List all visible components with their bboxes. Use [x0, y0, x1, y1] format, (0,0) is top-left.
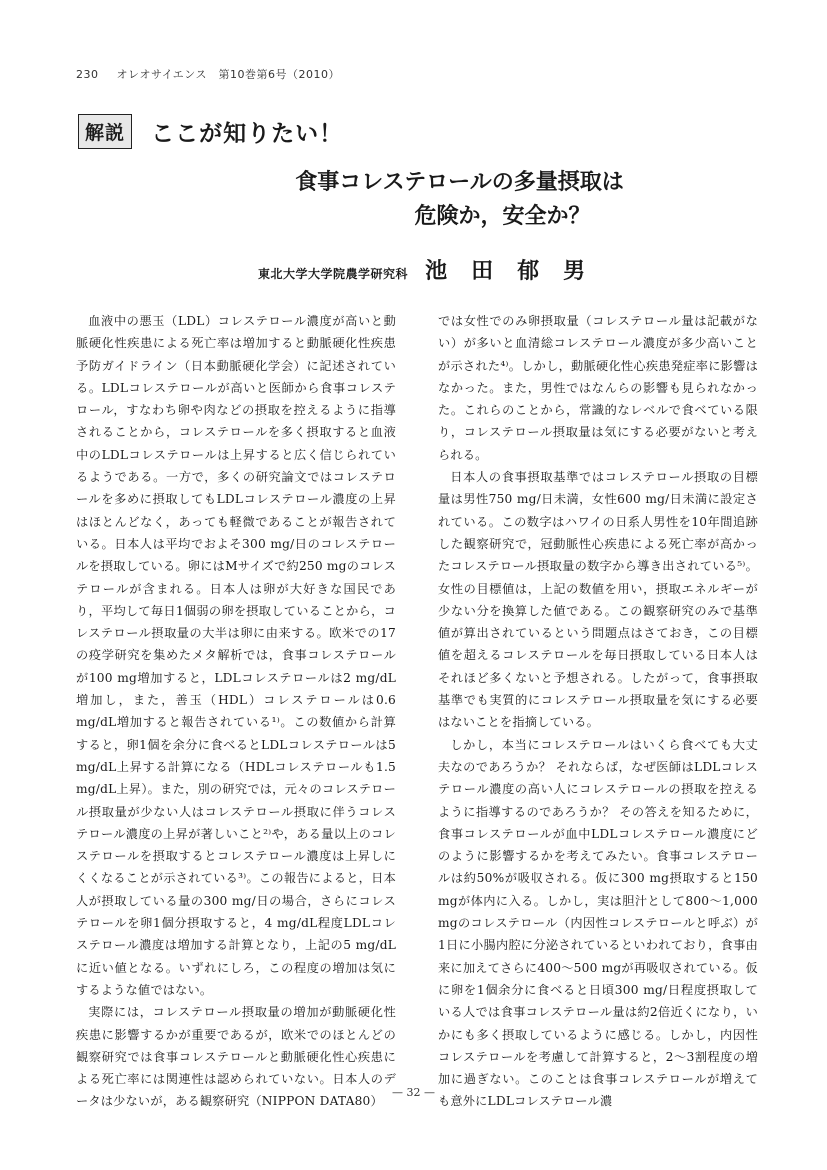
author-affiliation: 東北大学大学院農学研究科 — [258, 267, 409, 281]
body-paragraph: 実際には，コレステロール摂取量の増加が動脈硬化性疾患に影響するかが重要であるが，欧米でのほとんどの観察研究では食事コレステロールと動脈硬化性心疾患による死亡率には関連性は認められていない。日本人のデータは少ないが，ある観察研究（NIPPON DATA80） — [76, 1005, 396, 1109]
body-column-right — [438, 310, 758, 1113]
page-footer: — 32 — — [392, 1086, 435, 1099]
section-title: ここが知りたい！ — [151, 121, 344, 147]
body-column-left — [76, 310, 396, 1113]
section-label-box: 解説 — [78, 114, 132, 149]
running-header — [76, 66, 340, 82]
article-title — [0, 166, 827, 234]
body-paragraph: 血液中の悪玉（LDL）コレステロール濃度が高いと動脈硬化性疾患による死亡率は増加すると動脈硬化性疾患予防ガイドライン（日本動脈硬化学会）に記述されている。LDLコレステロールが高いと医師から食事コレステロール，すなわち卵や肉などの摂取を控えるように指導されることから，コレステロールを多く摂取すると血液中のLDLコレステロールは上昇すると広く信じられているようである。一方で，多くの研究論文ではコレステロールを多めに摂取してもLDLコレステロール濃度の上昇はほとんどなく，あっても軽微であることが報告されている。日本人は平均でおよそ300 mg/日のコレステロールを摂取している。卵にはMサイズで約250 mgのコレステロールが含まれる。日本人は卵が大好きな国民であり，平均して毎日1個弱の卵を摂取していることから，コレステロール摂取量の大半は卵に由来する。欧米での17の疫学研究を集めたメタ解析では，食事コレステロールが100 mg増加すると，LDLコレステロールは2 mg/dL増加し，また，善玉（HDL）コレステロールは0.6 mg/dL増加すると報告されている¹⁾。この数値から計算すると，卵1個を余分に食べるとLDLコレステロールは5 mg/dL上昇する計算になる（HDLコレステロールも1.5 mg/dL上昇）。また，別の研究では，元々のコレステロール摂取量が少ない人はコレステロール摂取に伴うコレステロール濃度の上昇が著しいこと²⁾や，ある量以上のコレステロールを摂取するとコレステロール濃度は上昇しにくくなることが示されている³⁾。この報告によると，日本人が摂取している量の300 mg/日の場合，さらにコレステロールを卵1個分摂取すると，4 mg/dL程度LDLコレステロール濃度は増加する計算となり，上記の5 mg/dLに近い値となる。いずれにしろ，この程度の増加は気にするような値ではない。 — [76, 314, 396, 997]
body-paragraph: では女性でのみ卵摂取量（コレステロール量は記載がない）が多いと血清総コレステロール濃度が多少高いことが示された⁴⁾。しかし，動脈硬化性心疾患発症率に影響はなかった。また，男性ではなんらの影響も見られなかった。これらのことから，常識的なレベルで食べている限り，コレステロール摂取量は気にする必要がないと考えられる。 — [438, 314, 758, 462]
journal-name: オレオサイエンス 第10巻第6号（2010） — [116, 68, 340, 81]
author-block — [258, 254, 609, 285]
article-title-line1: 食事コレステロールの多量摂取は — [295, 170, 624, 195]
body-paragraph: 日本人の食事摂取基準ではコレステロール摂取の目標量は男性750 mg/日未満，女性600 mg/日未満に設定されている。この数字はハワイの日系人男性を10年間追跡した観察研究で，冠動脈性心疾患による死亡率が高かったコレステロール摂取量の数字から導き出されている⁵⁾。女性の目標値は，上記の数値を用い，摂取エネルギーが少ない分を換算した値である。この観察研究のみで基準値が算出されているという問題点はさておき，この目標値を超えるコレステロールを毎日摂取している日本人はそれほど多くないと予想される。したがって，食事摂取基準でも実質的にコレステロール摂取量を気にする必要はないことを指摘している。 — [438, 470, 758, 730]
section-heading — [78, 114, 343, 149]
page-number: 230 — [76, 68, 99, 81]
body-paragraph: しかし，本当にコレステロールはいくら食べても大丈夫なのであろうか？ それならば，なぜ医師はLDLコレステロール濃度の高い人にコレステロールの摂取を控えるように指導するのであろうか？ その答えを知るために，食事コレステロールが血中LDLコレステロール濃度にどのように影響するかを考えてみたい。食事コレステロールは約50%が吸収される。仮に300 mg摂取すると150 mgが体内に入る。しかし，実は胆汁として800～1,000 mgのコレステロール（内因性コレステロールと呼ぶ）が1日に小腸内腔に分泌されているといわれており，食事由来に加えてさらに400～500 mgが再吸収されている。仮に卵を1個余分に食べると日頃300 mg/日程度摂取している人では食事コレステロール量は約2倍近くになり，いかにも多く摂取しているように感じる。しかし，内因性コレステロールを考慮して計算すると，2～3割程度の増加に過ぎない。このことは食事コレステロールが増えても意外にLDLコレステロール濃 — [438, 737, 758, 1109]
author-name: 池田郁男 — [425, 258, 610, 284]
article-title-line2: 危険か，安全か？ — [414, 204, 591, 229]
